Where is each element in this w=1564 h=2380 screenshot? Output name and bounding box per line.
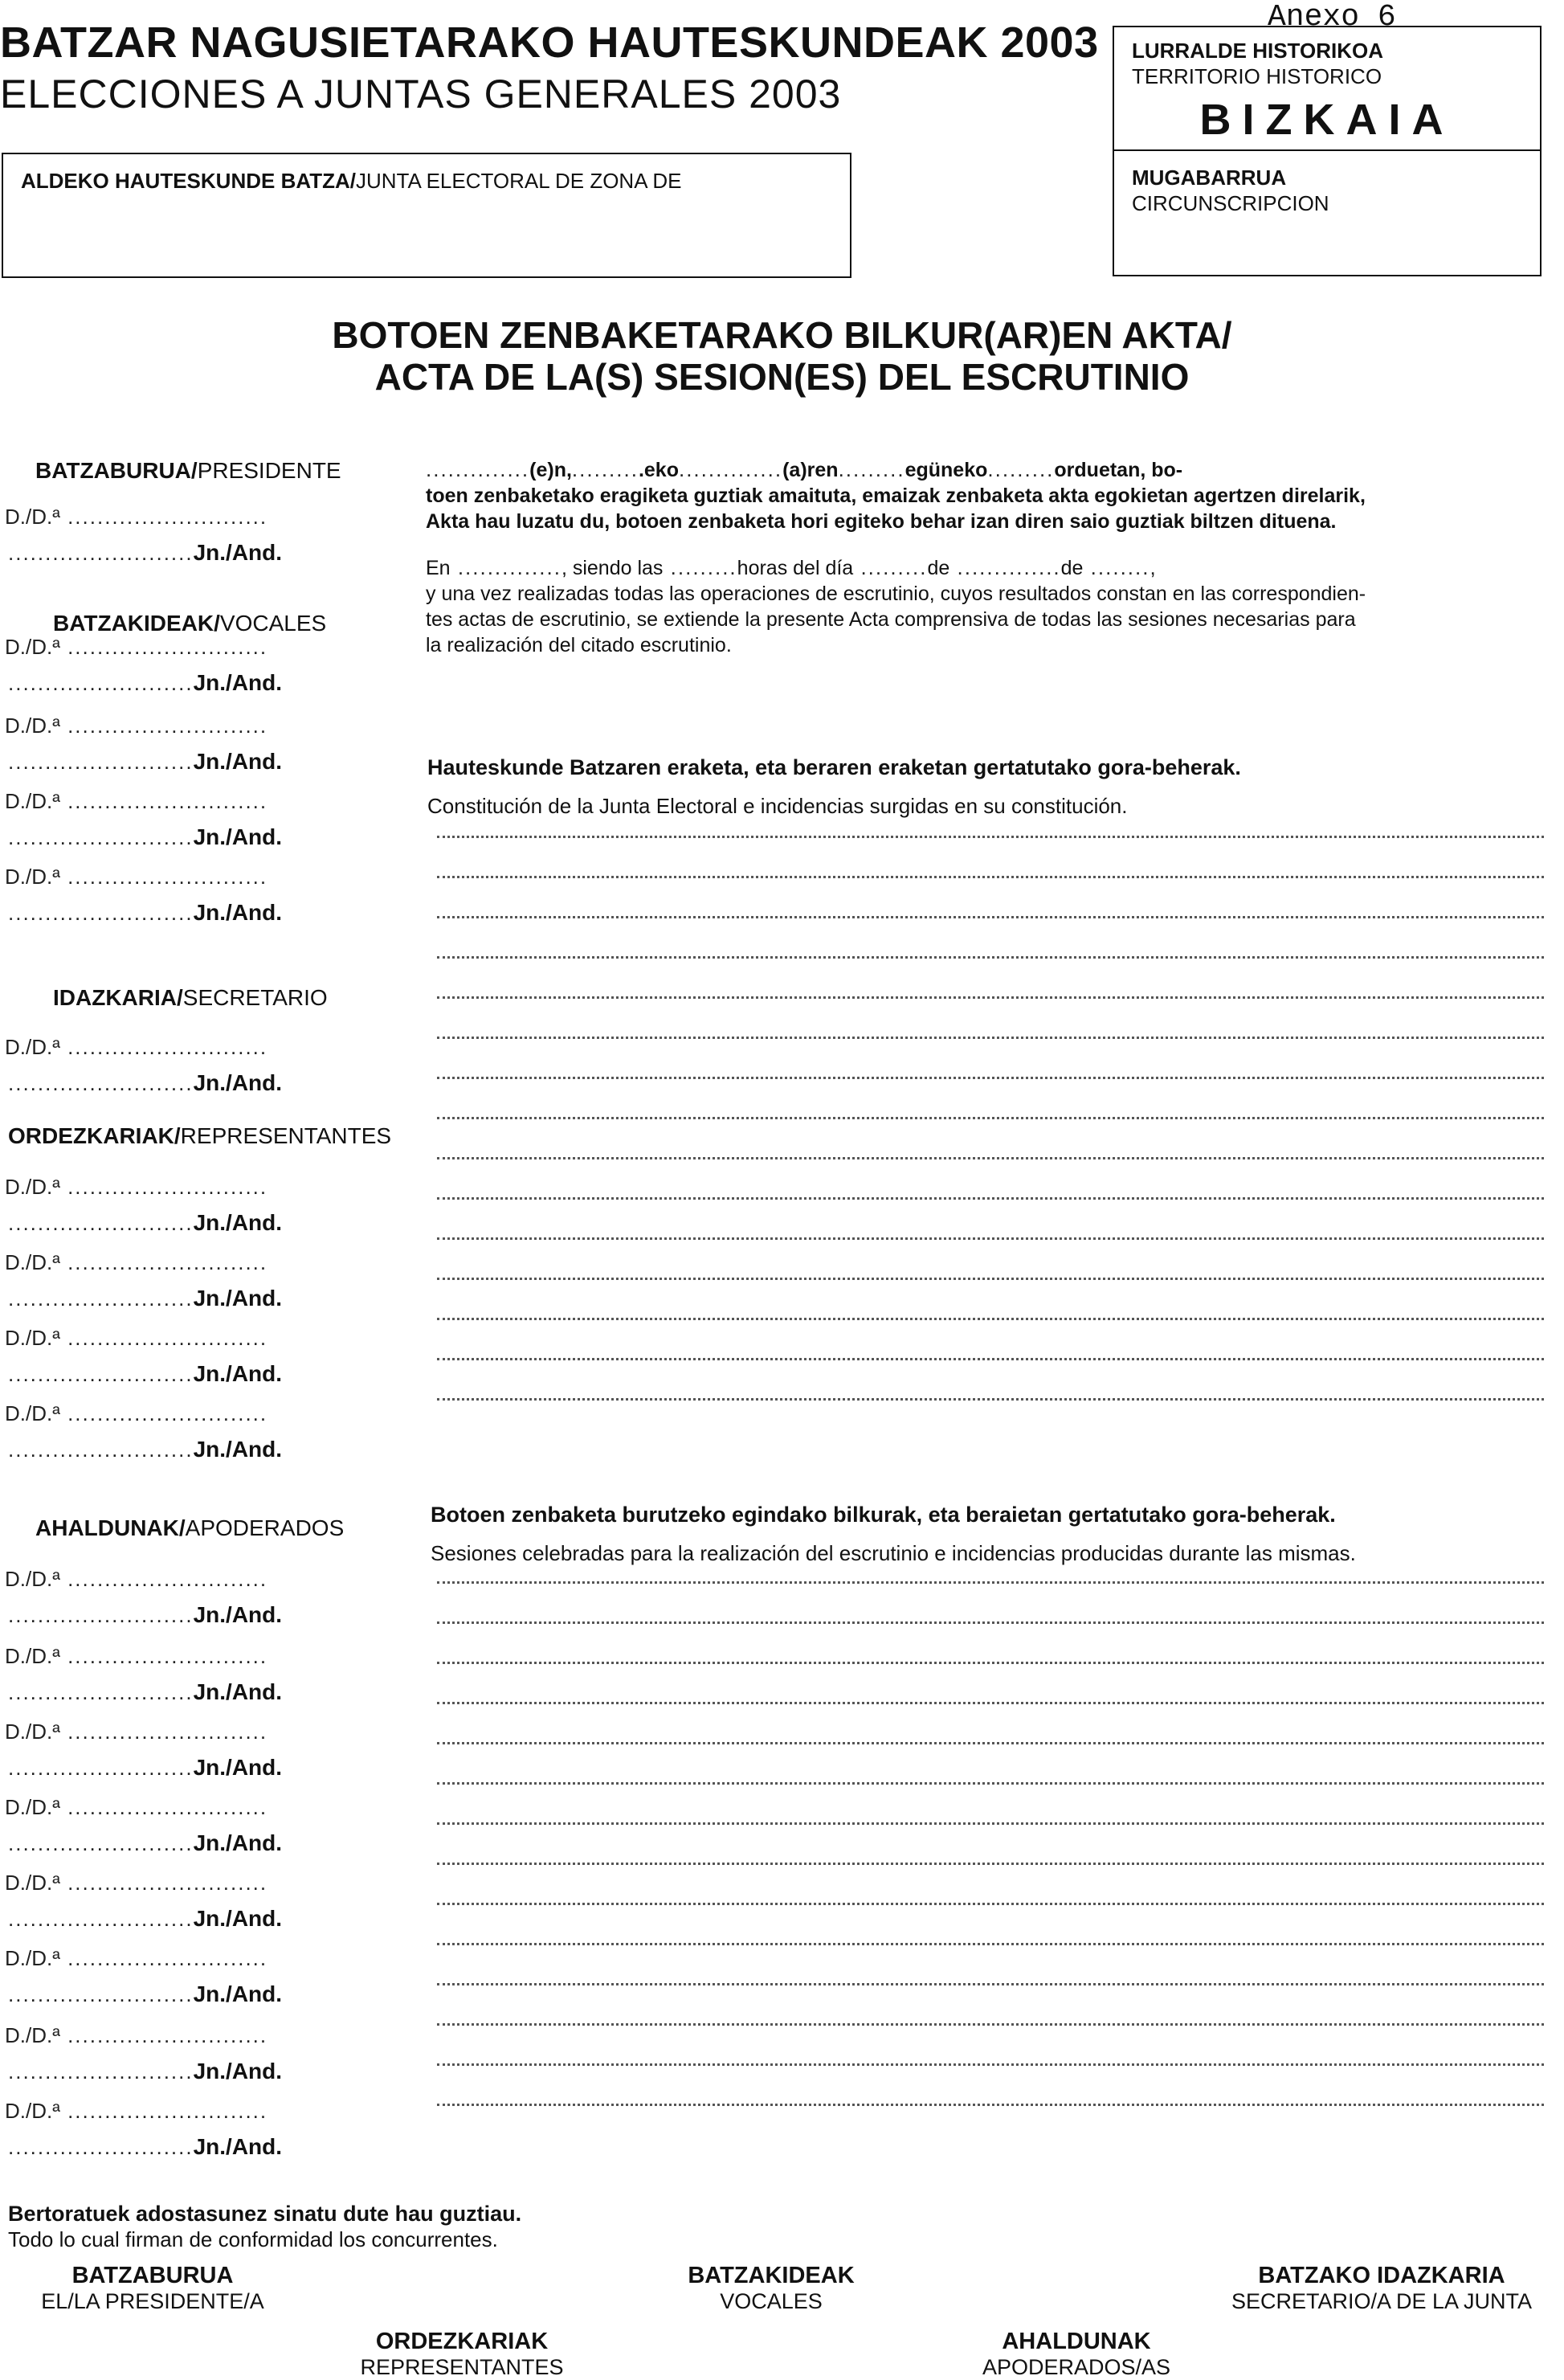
writing-line[interactable] bbox=[437, 1983, 1544, 1985]
sig-vocales[interactable]: BATZAKIDEAK VOCALES bbox=[688, 2263, 855, 2313]
territory-label-spanish: TERRITORIO HISTORICO bbox=[1132, 64, 1382, 88]
intro-spanish: En .............., siendo las .........horas del día .........de ..............de ........, y una vez realizadas todas las operaciones de escrutinio, cuyos resultados constan en las correspondien- tes actas de escrutinio, se extiende la presente Acta comprensiva de todas las sesiones necesarias para la realización del citado escrutinio. bbox=[426, 555, 1366, 656]
writing-line[interactable] bbox=[437, 2104, 1544, 2106]
sig-apoderados[interactable]: AHALDUNAK APODERADOS/AS bbox=[982, 2329, 1171, 2379]
territory-box bbox=[1113, 26, 1542, 276]
circ-label-basque: MUGABARRUA bbox=[1132, 166, 1287, 190]
writing-line[interactable] bbox=[437, 1398, 1544, 1401]
writing-line[interactable] bbox=[437, 996, 1544, 999]
footer-spanish: Todo lo cual firman de conformidad los concurrentes. bbox=[8, 2227, 498, 2251]
zone-box[interactable] bbox=[2, 153, 851, 278]
name-field-6[interactable]: D./D.ª ........................... bbox=[5, 1175, 268, 1199]
honorific-field-8[interactable]: .........................Jn./And. bbox=[8, 1361, 283, 1386]
writing-line[interactable] bbox=[437, 1903, 1544, 1905]
representantes-heading: ORDEZKARIAK/REPRESENTANTES bbox=[8, 1123, 392, 1148]
intro-basque: ..............(e)n,..........eko..............(a)ren.........egüneko.........orduetan, bo- toen zenbaketako eragiketa guztiak amaituta, emaizak zenbaketa akta egokietan agertzen direlarik, Akta hau luzatu du, botoen zenbaketa hori egiteko behar izan diren saio guztiak biltzen dituena. bbox=[426, 457, 1366, 533]
writing-line[interactable] bbox=[437, 1197, 1544, 1200]
honorific-field-3[interactable]: .........................Jn./And. bbox=[8, 824, 283, 849]
writing-line[interactable] bbox=[437, 1782, 1544, 1785]
honorific-field-10[interactable]: .........................Jn./And. bbox=[8, 1602, 283, 1627]
writing-line[interactable] bbox=[437, 2063, 1544, 2066]
territory-name: BIZKAIA bbox=[1199, 96, 1455, 144]
name-field-2[interactable]: D./D.ª ........................... bbox=[5, 714, 268, 738]
sig-presidente[interactable]: BATZABURUA EL/LA PRESIDENTE/A bbox=[41, 2263, 264, 2313]
writing-line[interactable] bbox=[437, 1077, 1544, 1079]
honorific-field-5[interactable]: .........................Jn./And. bbox=[8, 1070, 283, 1095]
writing-line[interactable] bbox=[437, 1742, 1544, 1744]
writing-line[interactable] bbox=[437, 1157, 1544, 1159]
writing-line[interactable] bbox=[437, 1117, 1544, 1119]
territory-divider bbox=[1114, 149, 1540, 151]
footer-basque: Bertoratuek adostasunez sinatu dute hau guztiau. bbox=[8, 2202, 522, 2226]
writing-line[interactable] bbox=[437, 1822, 1544, 1825]
honorific-field-11[interactable]: .........................Jn./And. bbox=[8, 1679, 283, 1704]
title-spanish: ELECCIONES A JUNTAS GENERALES 2003 bbox=[0, 72, 842, 117]
section1-title-basque: Hauteskunde Batzaren eraketa, eta beraren eraketan gertatutako gora-beherak. bbox=[427, 755, 1241, 779]
circ-label-spanish: CIRCUNSCRIPCION bbox=[1132, 191, 1329, 215]
name-field-11[interactable]: D./D.ª ........................... bbox=[5, 1644, 268, 1668]
sig-representantes[interactable]: ORDEZKARIAK REPRESENTANTES bbox=[360, 2329, 564, 2379]
writing-line[interactable] bbox=[437, 2023, 1544, 2026]
honorific-field-12[interactable]: .........................Jn./And. bbox=[8, 1755, 283, 1780]
writing-line[interactable] bbox=[437, 1318, 1544, 1320]
writing-line[interactable] bbox=[437, 876, 1544, 878]
apoderados-heading: AHALDUNAK/APODERADOS bbox=[35, 1515, 345, 1540]
section2-title-basque: Botoen zenbaketa burutzeko egindako bilkurak, eta beraietan gertatutako gora-beherak. bbox=[431, 1503, 1336, 1527]
name-field-5[interactable]: D./D.ª ........................... bbox=[5, 1035, 268, 1059]
name-field-14[interactable]: D./D.ª ........................... bbox=[5, 1871, 268, 1895]
name-field-13[interactable]: D./D.ª ........................... bbox=[5, 1795, 268, 1819]
honorific-field-1[interactable]: .........................Jn./And. bbox=[8, 670, 283, 695]
honorific-field-17[interactable]: .........................Jn./And. bbox=[8, 2134, 283, 2159]
honorific-field-9[interactable]: .........................Jn./And. bbox=[8, 1437, 283, 1462]
circ-input-area[interactable] bbox=[1132, 223, 1517, 265]
honorific-field-6[interactable]: .........................Jn./And. bbox=[8, 1210, 283, 1235]
writing-line[interactable] bbox=[437, 1863, 1544, 1865]
document-title-spanish: ACTA DE LA(S) SESION(ES) DEL ESCRUTINIO bbox=[374, 356, 1190, 398]
annex-label: Anexo 6 bbox=[1268, 0, 1396, 35]
vocales-heading: BATZAKIDEAK/VOCALES bbox=[53, 611, 327, 636]
writing-line[interactable] bbox=[437, 1581, 1544, 1584]
presidente-heading: BATZABURUA/PRESIDENTE bbox=[35, 458, 341, 483]
name-field-9[interactable]: D./D.ª ........................... bbox=[5, 1401, 268, 1425]
name-field-15[interactable]: D./D.ª ........................... bbox=[5, 1946, 268, 1970]
writing-line[interactable] bbox=[437, 916, 1544, 918]
name-field-12[interactable]: D./D.ª ........................... bbox=[5, 1720, 268, 1744]
honorific-field-16[interactable]: .........................Jn./And. bbox=[8, 2059, 283, 2084]
name-field-7[interactable]: D./D.ª ........................... bbox=[5, 1250, 268, 1274]
section1-title-spanish: Constitución de la Junta Electoral e incidencias surgidas en su constitución. bbox=[427, 794, 1128, 818]
zone-label-spanish: JUNTA ELECTORAL DE ZONA DE bbox=[355, 169, 682, 193]
section2-title-spanish: Sesiones celebradas para la realización del escrutinio e incidencias producidas durante las mismas. bbox=[431, 1541, 1356, 1565]
name-field-17[interactable]: D./D.ª ........................... bbox=[5, 2099, 268, 2123]
writing-line[interactable] bbox=[437, 956, 1544, 959]
honorific-field-2[interactable]: .........................Jn./And. bbox=[8, 749, 283, 774]
name-field-10[interactable]: D./D.ª ........................... bbox=[5, 1567, 268, 1591]
writing-line[interactable] bbox=[437, 1621, 1544, 1624]
writing-line[interactable] bbox=[437, 1662, 1544, 1664]
honorific-field-4[interactable]: .........................Jn./And. bbox=[8, 900, 283, 925]
writing-line[interactable] bbox=[437, 1358, 1544, 1360]
writing-line[interactable] bbox=[437, 1702, 1544, 1704]
name-field-3[interactable]: D./D.ª ........................... bbox=[5, 789, 268, 813]
writing-line[interactable] bbox=[437, 1278, 1544, 1280]
name-field-8[interactable]: D./D.ª ........................... bbox=[5, 1326, 268, 1350]
secretario-heading: IDAZKARIA/SECRETARIO bbox=[53, 985, 328, 1010]
territory-label-basque: LURRALDE HISTORIKOA bbox=[1132, 39, 1383, 63]
zone-label-basque: ALDEKO HAUTESKUNDE BATZA/ bbox=[21, 169, 356, 193]
document-title-basque: BOTOEN ZENBAKETARAKO BILKUR(AR)EN AKTA/ bbox=[332, 314, 1232, 356]
name-field-16[interactable]: D./D.ª ........................... bbox=[5, 2023, 268, 2047]
name-field-1[interactable]: D./D.ª ........................... bbox=[5, 635, 268, 659]
writing-line[interactable] bbox=[437, 836, 1544, 838]
name-field-4[interactable]: D./D.ª ........................... bbox=[5, 865, 268, 889]
sig-secretario[interactable]: BATZAKO IDAZKARIA SECRETARIO/A DE LA JUNTA bbox=[1231, 2263, 1533, 2313]
honorific-field-7[interactable]: .........................Jn./And. bbox=[8, 1286, 283, 1311]
honorific-field-0[interactable]: .........................Jn./And. bbox=[8, 540, 283, 565]
honorific-field-15[interactable]: .........................Jn./And. bbox=[8, 1981, 283, 2006]
title-basque: BATZAR NAGUSIETARAKO HAUTESKUNDEAK 2003 bbox=[0, 18, 1099, 67]
honorific-field-14[interactable]: .........................Jn./And. bbox=[8, 1906, 283, 1931]
name-field-0[interactable]: D./D.ª ........................... bbox=[5, 505, 268, 529]
honorific-field-13[interactable]: .........................Jn./And. bbox=[8, 1830, 283, 1855]
writing-line[interactable] bbox=[437, 1943, 1544, 1945]
writing-line[interactable] bbox=[437, 1037, 1544, 1039]
writing-line[interactable] bbox=[437, 1237, 1544, 1240]
